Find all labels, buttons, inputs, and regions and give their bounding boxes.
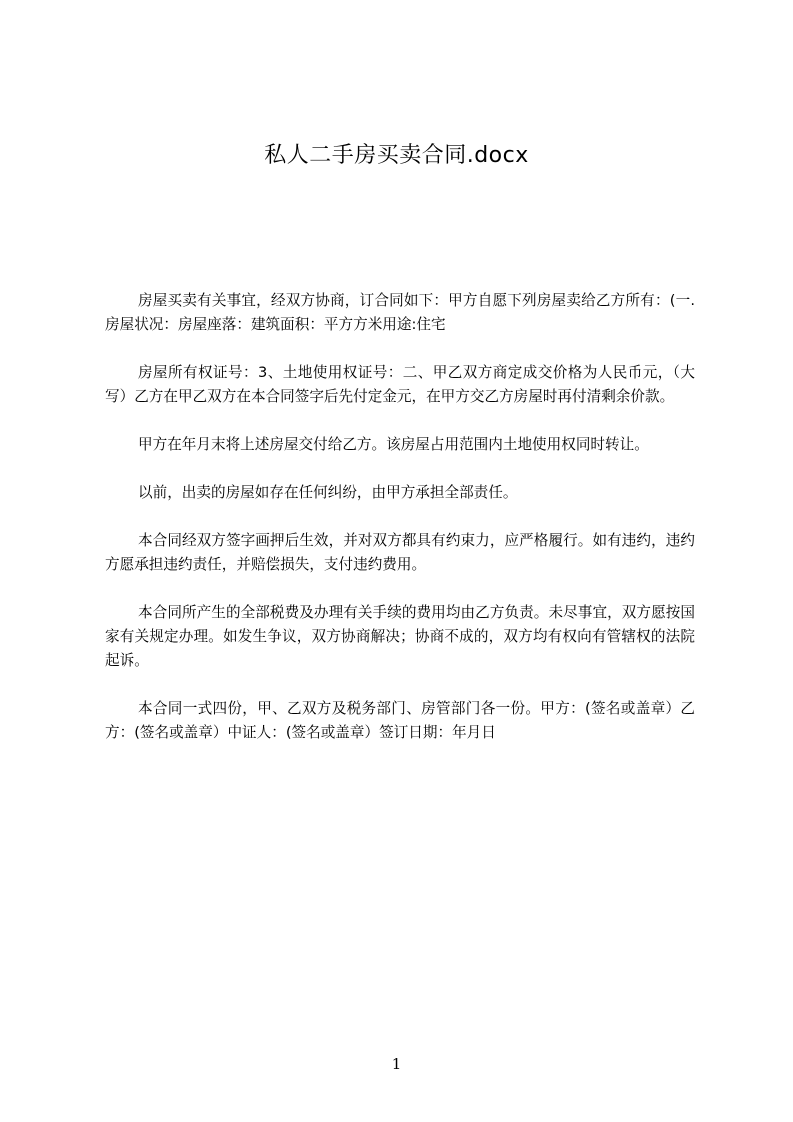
- paragraph-effectiveness: 本合同经双方签字画押后生效，并对双方都具有约束力，应严格履行。如有违约，违约方愿承担违约责任，并赔偿损失，支付违约费用。: [105, 532, 695, 573]
- paragraph-disputes-responsibility: 以前，出卖的房屋如存在任何纠纷，由甲方承担全部责任。: [138, 484, 518, 501]
- paragraph-copies-signatures: 本合同一式四份，甲、乙双方及税务部门、房管部门各一份。甲方：(签名或盖章）乙方：(签名或盖章）中证人：(签名或盖章）签订日期：年月日: [105, 700, 695, 741]
- paragraph-price-payment: 房屋所有权证号：3、土地使用权证号：二、甲乙双方商定成交价格为人民币元，（大写）乙方在甲乙双方在本合同签字后先付定金元，在甲方交乙方房屋时再付清剩余价款。: [105, 364, 695, 405]
- document-title: 私人二手房买卖合同.docx: [264, 143, 529, 168]
- document-body: [105, 289, 695, 745]
- paragraph-taxes-disputes: 本合同所产生的全部税费及办理有关手续的费用均由乙方负责。未尽事宜，双方愿按国家有关规定办理。如发生争议，双方协商解决；协商不成的，双方均有权向有管辖权的法院起诉。: [105, 604, 695, 669]
- paragraph-delivery: 甲方在年月末将上述房屋交付给乙方。该房屋占用范围内土地使用权同时转让。: [138, 436, 649, 453]
- paragraph-house-status: 房屋买卖有关事宜，经双方协商，订合同如下：甲方自愿下列房屋卖给乙方所有：(一.房屋状况：房屋座落：建筑面积：平方方米用途:住宅: [105, 292, 695, 333]
- page-number: 1: [391, 1055, 402, 1073]
